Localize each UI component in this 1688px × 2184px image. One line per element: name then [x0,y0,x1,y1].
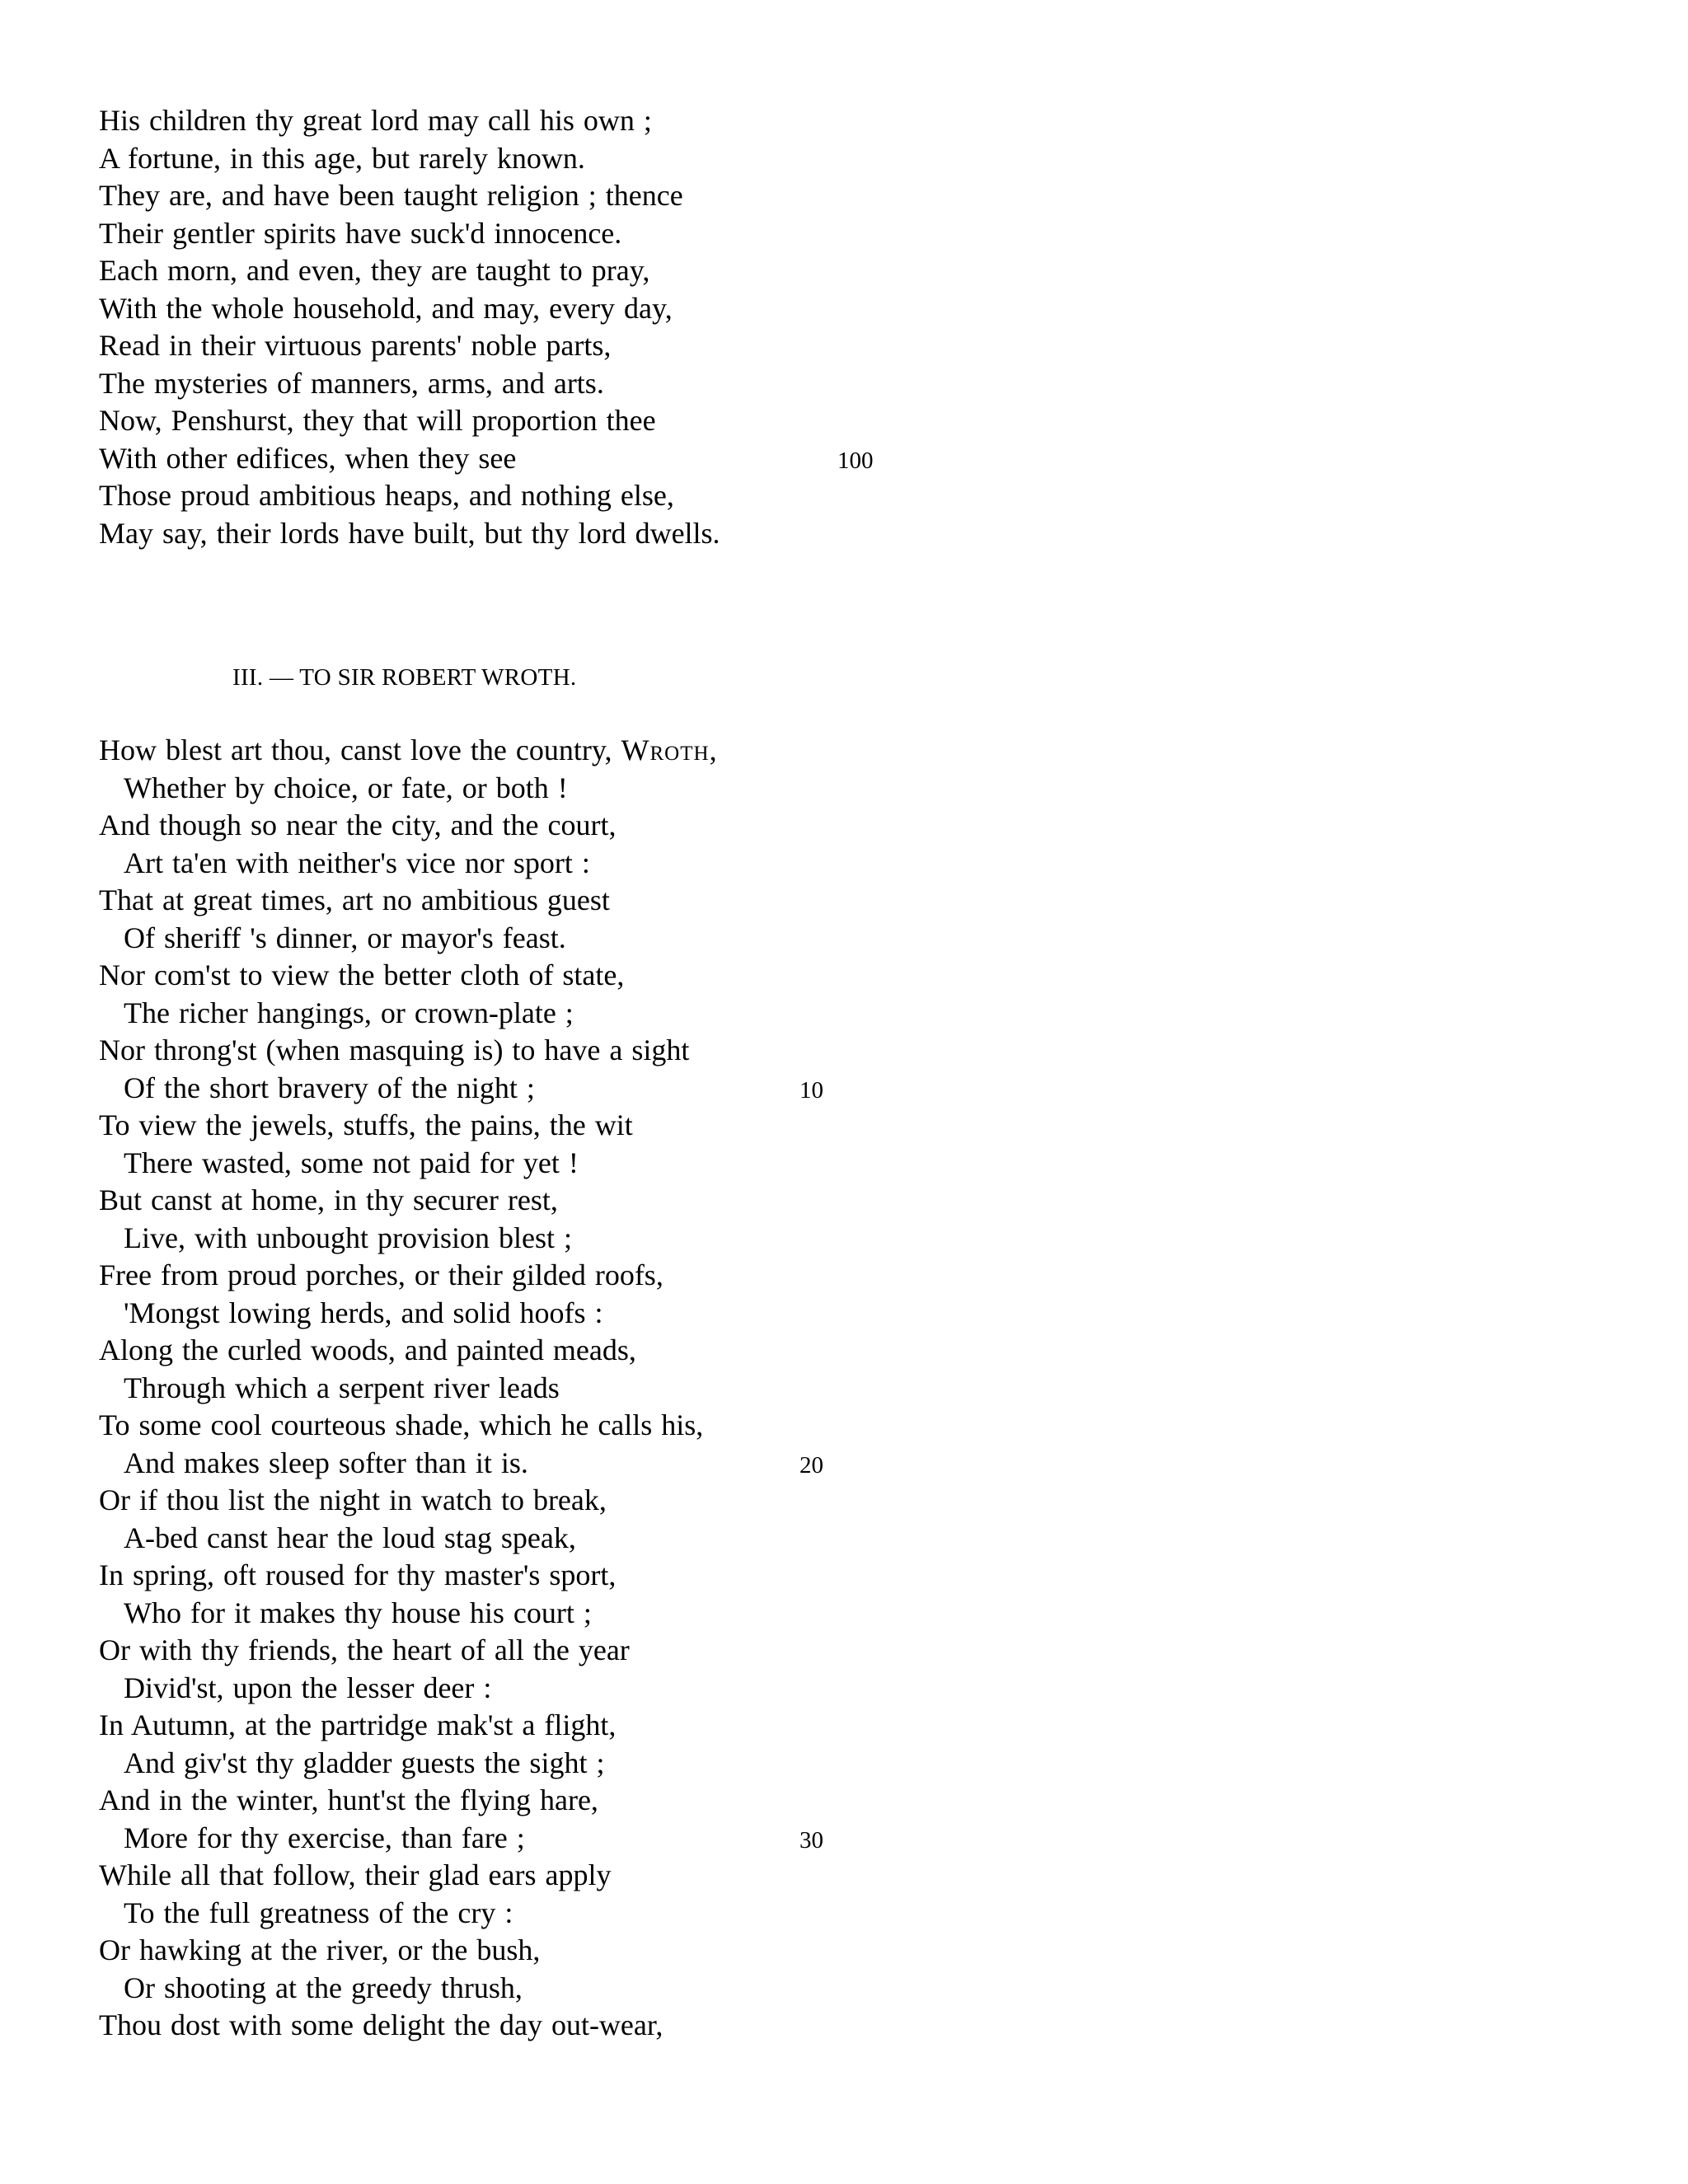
poem-line [99,102,923,140]
poem-line [99,845,923,883]
poem-line-text [99,733,717,766]
poem-line-text: And though so near the city, and the court, [99,808,617,841]
poem-line [99,402,923,440]
poem-line-text: 'Mongst lowing herds, and solid hoofs : [124,1296,603,1329]
poem-line [99,1407,923,1445]
poem-line [99,1670,923,1708]
poem-heading-text: III. — TO SIR ROBERT WROTH. [232,664,577,691]
poem-line [99,2007,923,2045]
poem-line-text: Now, Penshurst, they that will proportion thee [99,404,656,437]
poem-line [99,1257,923,1295]
poem-line-text: And makes sleep softer than it is. [124,1446,528,1479]
poem-line-text: While all that follow, their glad ears apply [99,1858,612,1891]
poem-line [99,1970,923,2008]
poem-line-text: Or shooting at the greedy thrush, [124,1971,523,2004]
poem-line-text: But canst at home, in thy securer rest, [99,1183,558,1216]
line-number: 10 [799,1076,823,1104]
poem-line [99,1145,923,1183]
poem-line-text: Of the short bravery of the night ; [124,1071,535,1104]
poem-line [99,1482,923,1520]
addressee-name: Wroth [621,733,710,766]
poem-line [99,1107,923,1145]
poem-line-text: With other edifices, when they see [99,441,517,475]
poem-line-text: In Autumn, at the partridge mak'st a flight, [99,1708,617,1741]
poem-line [99,1932,923,1970]
poem-line-text: The mysteries of manners, arms, and arts. [99,366,604,400]
poem-line-text: A fortune, in this age, but rarely known. [99,141,585,175]
poem-line [99,177,923,215]
poem-line [99,882,923,920]
poem-line [99,1182,923,1220]
poem-line-text: His children thy great lord may call his own ; [99,104,652,137]
line-number: 20 [799,1451,823,1479]
poem-line [99,1332,923,1370]
poem-line-text: Nor com'st to view the better cloth of state, [99,958,625,991]
poem-line-text: Read in their virtuous parents' noble parts, [99,329,612,362]
poem-line [99,515,923,553]
poem-line [99,1557,923,1595]
poem-line [99,1857,923,1895]
poem-line [99,1895,923,1933]
poem-line-text: Who for it makes thy house his court ; [124,1596,592,1629]
poem-line-text: Nor throng'st (when masquing is) to have a sight [99,1033,690,1066]
poem-line-text: Those proud ambitious heaps, and nothing else, [99,479,674,512]
poem-line-text: May say, their lords have built, but thy lord dwells. [99,516,720,550]
poem-line [99,770,923,808]
poem-line-text: Live, with unbought provision blest ; [124,1221,572,1254]
poem-line [99,1632,923,1670]
poem-line [99,1295,923,1333]
poem-line-text: And in the winter, hunt'st the flying hare, [99,1783,598,1816]
poem-line-text: That at great times, art no ambitious guest [99,883,610,916]
poem-line [99,920,923,958]
poem-line [99,327,923,365]
poem-line [99,807,923,845]
poem-line-text: A-bed canst hear the loud stag speak, [124,1521,576,1554]
poem-line-text: Along the curled woods, and painted meads, [99,1333,636,1366]
poem-line-text: Of sheriff 's dinner, or mayor's feast. [124,921,566,954]
poem-line [99,957,923,995]
upper-stanza [99,102,923,552]
first-line-start: How blest art thou, canst love the country, [99,733,621,766]
poem-line [99,440,923,478]
poem-line-text: Whether by choice, or fate, or both ! [124,771,568,804]
poem-line-text: They are, and have been taught religion ; thence [99,179,683,212]
poem-line-text: To view the jewels, stuffs, the pains, the wit [99,1108,633,1141]
poem-line-text: With the whole household, and may, every day, [99,291,673,325]
poem-line-text: And giv'st thy gladder guests the sight ; [124,1746,605,1779]
poem-line [99,1745,923,1783]
poem-line-text: To some cool courteous shade, which he calls his, [99,1408,704,1441]
poem-heading [232,661,576,694]
poem-line [99,290,923,328]
main-poem [99,732,923,2045]
poem-line-text: Or hawking at the river, or the bush, [99,1933,541,1966]
line-number: 30 [799,1826,823,1854]
poem-line [99,732,923,770]
poem-line [99,995,923,1033]
poem-line-text: Free from proud porches, or their gilded roofs, [99,1258,663,1291]
poem-line [99,140,923,178]
poem-line [99,1070,923,1108]
poem-line [99,252,923,290]
poem-line-text: Or with thy friends, the heart of all the year [99,1633,630,1666]
poem-line-text: Or if thou list the night in watch to break, [99,1483,607,1516]
poem-line [99,1820,923,1858]
poem-line-text: Thou dost with some delight the day out-wear, [99,2008,663,2041]
poem-line [99,1220,923,1258]
poem-line [99,365,923,403]
poem-line [99,477,923,515]
line-number: 100 [837,447,874,474]
poem-line-text: Art ta'en with neither's vice nor sport : [124,846,590,879]
poem-line [99,215,923,253]
first-line-end: , [709,733,717,766]
poem-line-text: There wasted, some not paid for yet ! [124,1146,579,1179]
poem-line [99,1707,923,1745]
poem-line [99,1520,923,1558]
poem-line-text: In spring, oft roused for thy master's sport, [99,1558,617,1591]
poem-line [99,1370,923,1408]
poem-line [99,1445,923,1483]
poem-line-text: More for thy exercise, than fare ; [124,1821,525,1854]
poem-line-text: Each morn, and even, they are taught to pray, [99,254,650,287]
poem-line [99,1782,923,1820]
poem-line-text: To the full greatness of the cry : [124,1896,513,1929]
poem-line-text: Their gentler spirits have suck'd innocence. [99,216,622,250]
poem-line [99,1032,923,1070]
poem-line-text: Through which a serpent river leads [124,1371,560,1404]
poem-line [99,1595,923,1633]
poem-line-text: The richer hangings, or crown-plate ; [124,996,574,1029]
poem-line-text: Divid'st, upon the lesser deer : [124,1671,492,1704]
